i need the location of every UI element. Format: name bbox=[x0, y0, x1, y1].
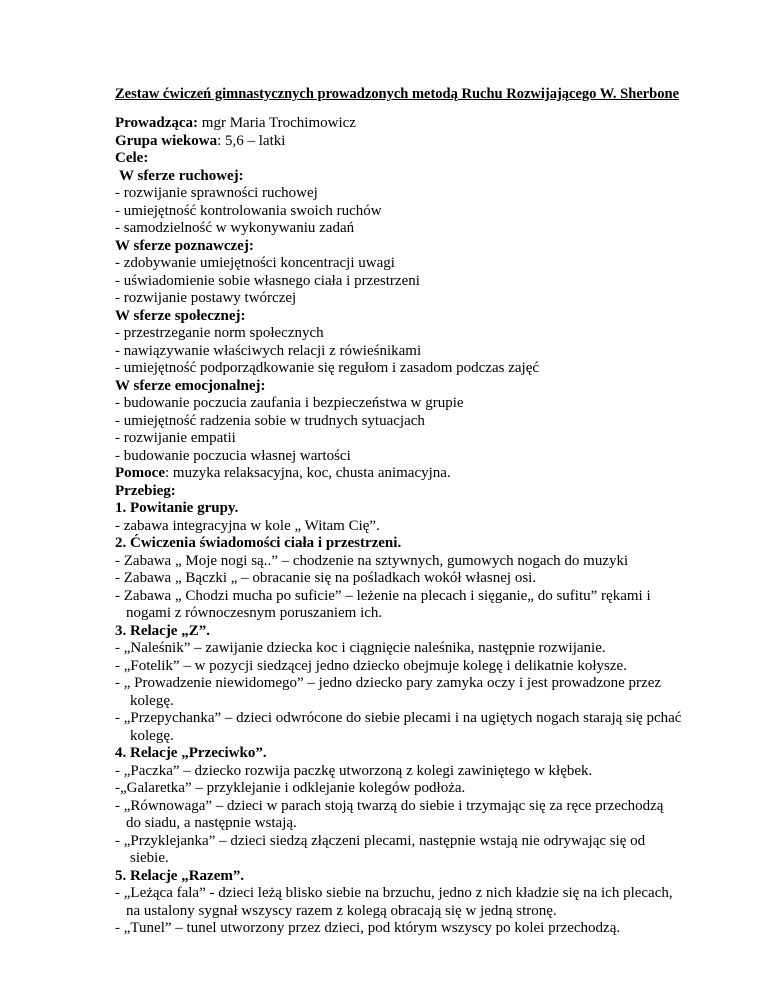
list-item: - przestrzeganie norm społecznych bbox=[115, 325, 324, 341]
list-item: - nawiązywanie właściwych relacji z rówieśnikami bbox=[115, 342, 422, 359]
section-heading-5: 5. Relacje „Razem”. bbox=[115, 867, 245, 884]
cognitive-heading: W sferze poznawczej: bbox=[115, 237, 254, 254]
list-item: - „Tunel” – tunel utworzony przez dzieci, pod którym wszyscy po kolei przechodzą. bbox=[115, 920, 621, 936]
list-item: - „Naleśnik” – zawijanie dziecka koc i ciągnięcie naleśnika, następnie rozwijanie. bbox=[115, 640, 606, 656]
aids-line bbox=[115, 465, 715, 483]
motor-heading: W sferze ruchowej: bbox=[119, 167, 244, 184]
list-item-continuation: na ustalony sygnał wszyscy razem z kolegą obracają się w jedną stronę. bbox=[126, 902, 557, 919]
list-item: - „Przyklejanka” – dzieci siedzą złączeni plecami, następnie wstają nie odrywając się od bbox=[115, 832, 646, 849]
aids-label: Pomoce bbox=[115, 465, 165, 481]
lead-line bbox=[115, 115, 715, 133]
list-item: - rozwijanie empatii bbox=[115, 430, 236, 446]
list-item: - „ Prowadzenie niewidomego” – jedno dziecko pary zamyka oczy i jest prowadzone przez bbox=[115, 675, 662, 691]
course-heading: Przebieg: bbox=[115, 482, 176, 499]
list-item-continuation: do siadu, a następnie wstają. bbox=[126, 815, 297, 831]
document-title: Zestaw ćwiczeń gimnastycznych prowadzonych metodą Ruchu Rozwijającego W. Sherbone bbox=[115, 86, 679, 102]
list-item: - budowanie poczucia zaufania i bezpieczeństwa w grupie bbox=[115, 395, 464, 411]
list-item: -„Galaretka” – przyklejanie i odklejanie kolegów podłoża. bbox=[115, 780, 466, 796]
list-item: - „Równowaga” – dzieci w parach stoją twarzą do siebie i trzymając się za ręce przechodzą bbox=[115, 797, 664, 814]
aids-value: : muzyka relaksacyjna, koc, chusta animacyjna. bbox=[164, 465, 451, 481]
list-item: - uświadomienie sobie własnego ciała i przestrzeni bbox=[115, 272, 420, 289]
group-value: : 5,6 – latki bbox=[217, 132, 286, 149]
list-item: - Zabawa „ Chodzi mucha po suficie” – leżenie na plecach i sięganie„ do sufitu” rękami i bbox=[115, 587, 651, 604]
list-item-continuation: nogami z równoczesnym poruszaniem ich. bbox=[126, 605, 383, 621]
list-item: - „Fotelik” – w pozycji siedzącej jedno dziecko obejmuje kolegę i delikatnie kołysze. bbox=[115, 657, 627, 674]
list-item-continuation: siebie. bbox=[130, 850, 169, 866]
list-item: - zabawa integracyjna w kole „ Witam Cię”. bbox=[115, 517, 380, 534]
lead-value: mgr Maria Trochimowicz bbox=[198, 115, 356, 131]
group-line bbox=[115, 133, 715, 151]
list-item: - rozwijanie sprawności ruchowej bbox=[115, 185, 318, 201]
group-label: Grupa wiekowa bbox=[115, 132, 218, 149]
list-item: - „Leżąca fala” - dzieci leżą blisko siebie na brzuchu, jedno z nich kładzie się na ich plecach, bbox=[115, 885, 673, 901]
list-item-continuation: kolegę. bbox=[130, 692, 174, 709]
list-item: - budowanie poczucia własnej wartości bbox=[115, 447, 351, 464]
lead-label: Prowadząca: bbox=[115, 115, 199, 131]
document-body bbox=[115, 115, 715, 938]
goals-heading: Cele: bbox=[115, 150, 149, 166]
list-item: - umiejętność radzenia sobie w trudnych sytuacjach bbox=[115, 412, 425, 429]
emotional-heading: W sferze emocjonalnej: bbox=[115, 377, 266, 394]
list-item: - „Przepychanka” – dzieci odwrócone do siebie plecami i na ugiętych nogach starają się pchać bbox=[115, 710, 682, 726]
list-item: - Zabawa „ Bączki „ – obracanie się na pośladkach wokół własnej osi. bbox=[115, 570, 537, 586]
section-heading-2: 2. Ćwiczenia świadomości ciała i przestrzeni. bbox=[115, 535, 402, 551]
list-item: - rozwijanie postawy twórczej bbox=[115, 290, 297, 306]
list-item: - samodzielność w wykonywaniu zadań bbox=[115, 220, 355, 236]
list-item-continuation: kolegę. bbox=[130, 727, 174, 744]
list-item: - Zabawa „ Moje nogi są..” – chodzenie na sztywnych, gumowych nogach do muzyki bbox=[115, 552, 629, 569]
list-item: - „Paczka” – dziecko rozwija paczkę utworzoną z kolegi zawiniętego w kłębek. bbox=[115, 762, 593, 779]
list-item: - umiejętność podporządkowanie się regułom i zasadom podczas zajęć bbox=[115, 360, 540, 376]
list-item: - zdobywanie umiejętności koncentracji uwagi bbox=[115, 255, 395, 271]
social-heading: W sferze społecznej: bbox=[115, 307, 246, 324]
section-heading-3: 3. Relacje „Z”. bbox=[115, 622, 210, 639]
list-item: - umiejętność kontrolowania swoich ruchów bbox=[115, 202, 382, 219]
section-heading-1: 1. Powitanie grupy. bbox=[115, 500, 239, 516]
section-heading-4: 4. Relacje „Przeciwko”. bbox=[115, 745, 267, 761]
